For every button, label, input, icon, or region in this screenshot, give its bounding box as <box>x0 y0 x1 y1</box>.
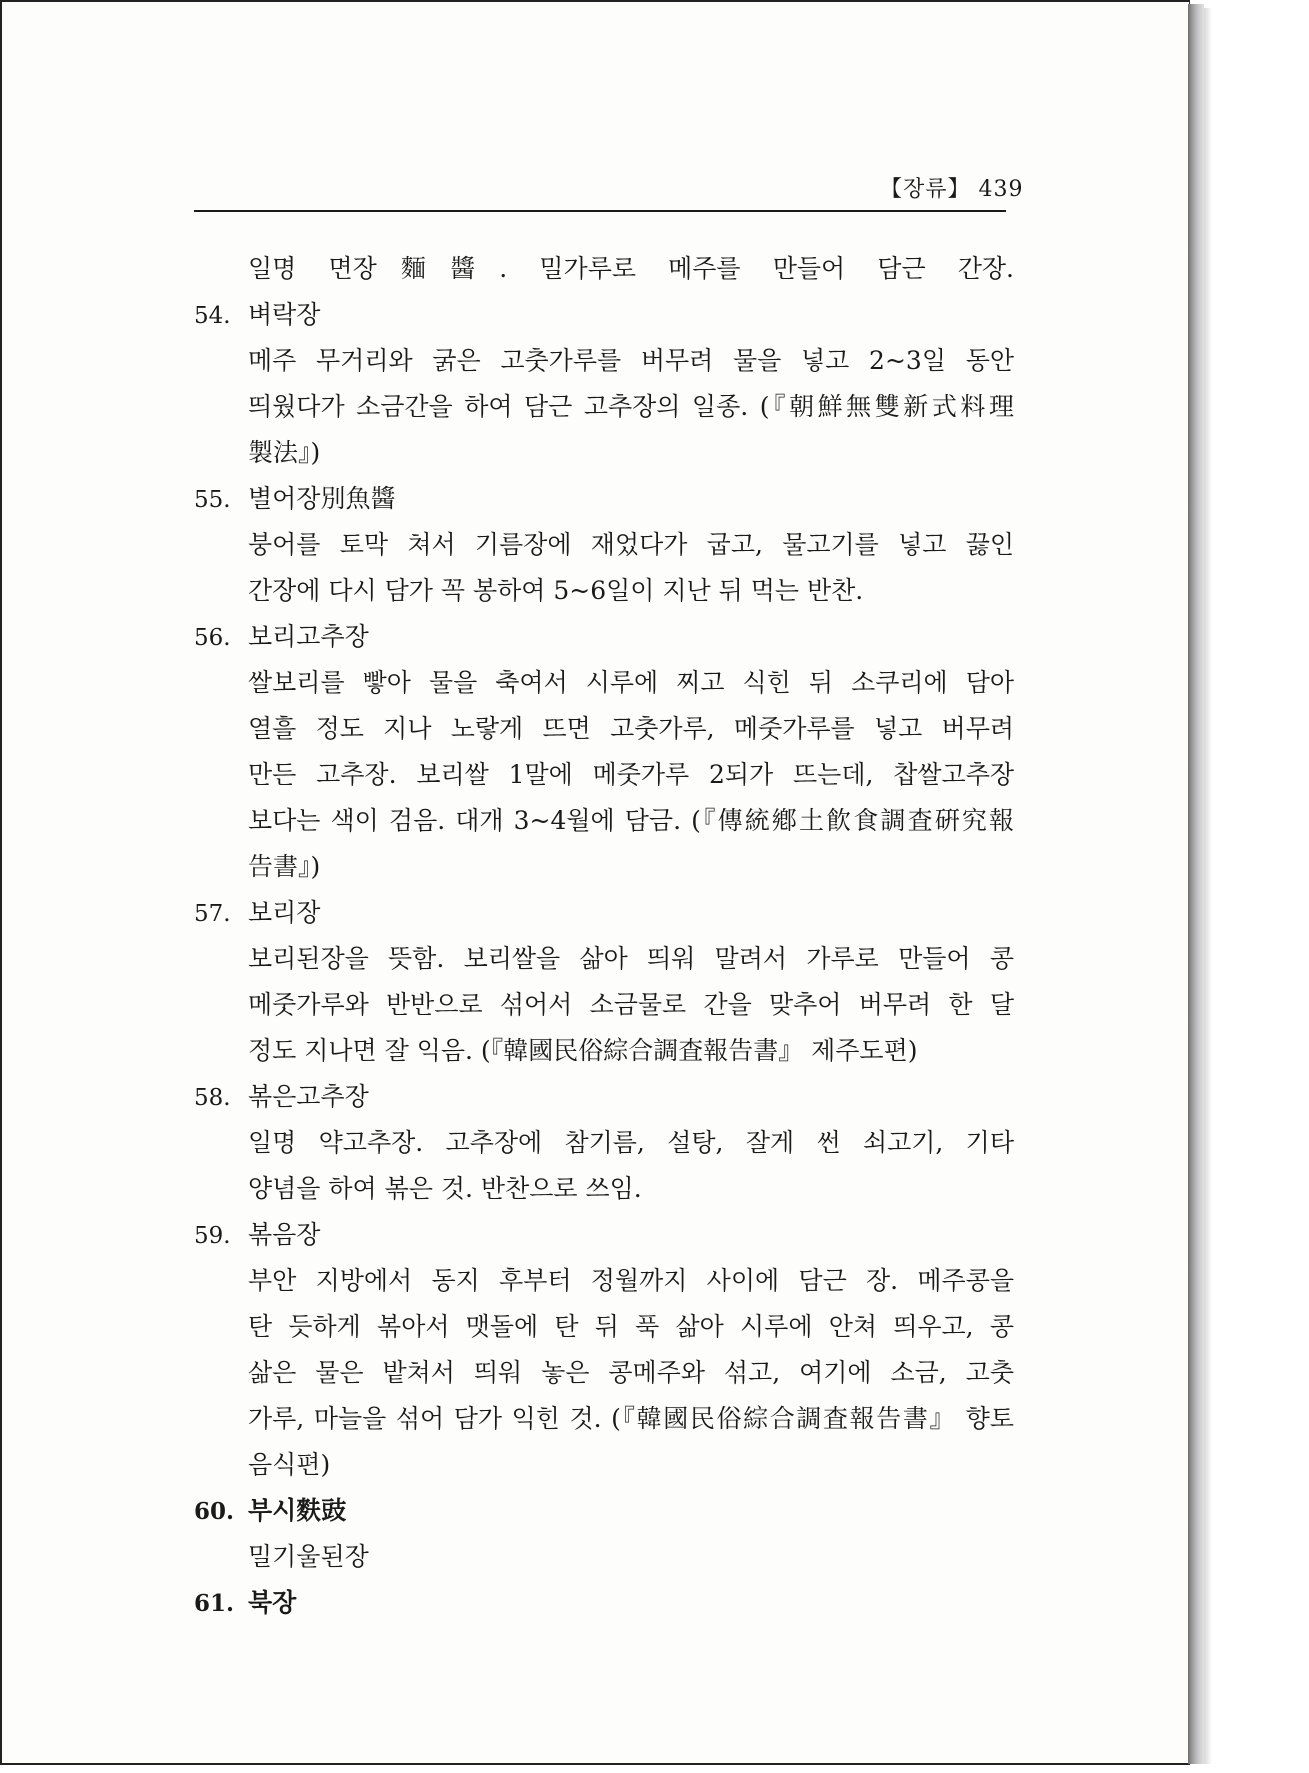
entry-term: 볶은고추장 <box>248 1082 369 1111</box>
entry-heading <box>194 1074 1014 1120</box>
body-line: 삶은 물은 밭쳐서 띄워 놓은 콩메주와 섞고, 여기에 소금, 고춧 <box>248 1358 1014 1387</box>
entry-heading <box>194 1212 1014 1258</box>
entry-number: 60. <box>194 1498 235 1525</box>
entry-number: 59. <box>194 1223 231 1249</box>
body-line: 메줏가루와 반반으로 섞어서 소금물로 간을 맞추어 버무려 한 달 <box>248 990 1014 1019</box>
body-line: 製法』) <box>248 438 321 467</box>
entry-number: 61. <box>194 1590 235 1617</box>
entry-term: 보리장 <box>248 898 321 927</box>
page-body <box>194 246 1014 1626</box>
body-line: 보다는 색이 검음. 대개 3~4월에 담금. (『傳統鄕土飮食調査硏究報 <box>248 806 1014 835</box>
body-line: 밀기울된장 <box>248 1542 369 1571</box>
entry-heading <box>194 1488 1014 1534</box>
body-line: 만든 고추장. 보리쌀 1말에 메줏가루 2되가 뜨는데, 찹쌀고추장 <box>248 760 1014 789</box>
entry-term: 부시麩豉 <box>248 1496 347 1525</box>
page-edge <box>1188 4 1204 1764</box>
body-line: 음식편) <box>248 1450 331 1479</box>
body-line: 부안 지방에서 동지 후부터 정월까지 사이에 담근 장. 메주콩을 <box>248 1266 1014 1295</box>
body-line: 붕어를 토막 쳐서 기름장에 재었다가 굽고, 물고기를 넣고 끓인 <box>248 530 1014 559</box>
entry-number: 54. <box>194 303 231 329</box>
body-line: 가루, 마늘을 섞어 담가 익힌 것. (『韓國民俗綜合調査報告書』 향토 <box>248 1404 1014 1433</box>
entry-heading <box>194 476 1014 522</box>
body-line: 간장에 다시 담가 꼭 봉하여 5~6일이 지난 뒤 먹는 반찬. <box>248 576 864 605</box>
header-rule <box>194 210 1006 212</box>
entry-number: 57. <box>194 901 231 927</box>
entry-number: 56. <box>194 625 231 651</box>
body-line: 일명 면장麵醬. 밀가루로 메주를 만들어 담근 간장. <box>248 254 1014 283</box>
body-line: 告書』) <box>248 852 321 881</box>
body-line: 보리된장을 뜻함. 보리쌀을 삶아 띄워 말려서 가루로 만들어 콩 <box>248 944 1014 973</box>
entry-term: 북장 <box>248 1588 297 1617</box>
entry-heading <box>194 614 1014 660</box>
body-line: 메주 무거리와 굵은 고춧가루를 버무려 물을 넣고 2~3일 동안 <box>248 346 1014 375</box>
body-line: 일명 약고추장. 고추장에 참기름, 설탕, 잘게 썬 쇠고기, 기타 <box>248 1128 1014 1157</box>
body-line: 열흘 정도 지나 노랗게 뜨면 고춧가루, 메줏가루를 넣고 버무려 <box>248 714 1014 743</box>
running-head: 【장류】 439 <box>880 177 1024 202</box>
entry-term: 별어장別魚醬 <box>248 484 396 513</box>
body-line: 정도 지나면 잘 익음. (『韓國民俗綜合調査報告書』 제주도편) <box>248 1036 918 1065</box>
entry-number: 58. <box>194 1085 231 1111</box>
entry-heading <box>194 292 1014 338</box>
entry-term: 벼락장 <box>248 300 321 329</box>
body-line: 탄 듯하게 볶아서 맷돌에 탄 뒤 푹 삶아 시루에 안쳐 띄우고, 콩 <box>248 1312 1014 1341</box>
entry-term: 보리고추장 <box>248 622 369 651</box>
body-line: 쌀보리를 빻아 물을 축여서 시루에 찌고 식힌 뒤 소쿠리에 담아 <box>248 668 1014 697</box>
body-line: 양념을 하여 볶은 것. 반찬으로 쓰임. <box>248 1174 642 1203</box>
entry-heading <box>194 1580 1014 1626</box>
entry-number: 55. <box>194 487 231 513</box>
entry-heading <box>194 890 1014 936</box>
entry-term: 볶음장 <box>248 1220 321 1249</box>
page-edge-shadow <box>1204 8 1212 1764</box>
body-line: 띄웠다가 소금간을 하여 담근 고추장의 일종. (『朝鮮無雙新式料理 <box>248 392 1014 421</box>
